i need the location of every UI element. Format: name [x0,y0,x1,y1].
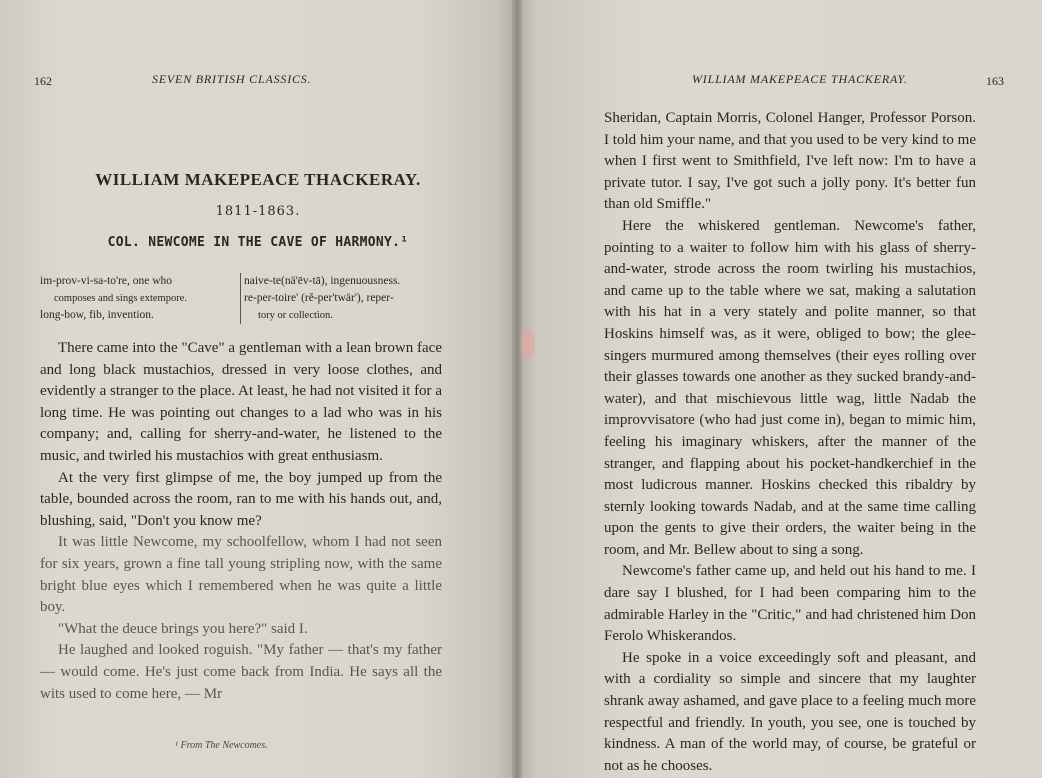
left-page [0,0,516,778]
glossary-entry: naive-te(nä'ēv-tā), ingenuousness. [244,275,401,287]
footnote: ¹ From The Newcomes. [175,740,268,751]
glossary-right [240,273,454,324]
paragraph: At the very first glimpse of me, the boy jumped up from the table, bounded across the room, ran to me with his hands out, and, blushing, said, "Don't you know me? [40,469,442,529]
paragraph: It was little Newcome, my schoolfellow, whom I had not seen for six years, grown a fine tall young stripling now, with the same bright blue eyes which I remembered when he was quite a little boy. [40,534,442,616]
paragraph: Newcome's father came up, and held out his hand to me. I dare say I blushed, for I had been comparing him to the admirable Harley in the "Critic," and had christened him Don Ferolo Whiskerandos. [604,563,976,645]
book-gutter [512,0,522,778]
right-body-text [604,108,976,777]
glossary-entry: long-bow, fib, invention. [40,309,154,321]
paragraph: Sheridan, Captain Morris, Colonel Hanger, Professor Porson. I told him your name, and that you used to be very kind to me when I first went to Smithfield, I've left now: I'm to have a private tutor. I say, I've got such a jolly pony. It's better fun than old Smiffle." [604,110,976,213]
left-running-head: SEVEN BRITISH CLASSICS. [152,72,312,86]
glossary-entry: tory or collection. [258,310,333,321]
right-page-number: 163 [986,74,1004,88]
glossary-left [40,273,230,324]
paragraph: There came into the "Cave" a gentleman with a lean brown face and long black mustachios, dressed in very loose clothes, and evidently a stranger to the place. At least, he had not visited it for a long time. He was pointing out changes to a lad who was in his company; and, calling for sherry-and-water, he listened to the music, and twirled his mustachios with great enthusiasm. [40,340,442,464]
section-title: COL. NEWCOME IN THE CAVE OF HARMONY.¹ [107,235,409,250]
glossary-entry: composes and sings extempore. [54,293,187,304]
author-dates: 1811-1863. [215,204,301,219]
right-running-head: WILLIAM MAKEPEACE THACKERAY. [692,72,908,86]
left-body-text [40,338,442,705]
paragraph: He laughed and looked roguish. "My father — that's my father — would come. He's just come back from India. He says all the wits used to come here, — Mr [40,642,442,702]
paragraph: "What the deuce brings you here?" said I. [58,620,308,637]
paragraph: He spoke in a voice exceedingly soft and pleasant, and with a cordiality so simple and sincere that my laughter shrank away ashamed, and gave place to a feeling much more respectful and friendly. In youth, you see, one is touched by kindness. A man of the world may, of course, be grateful or not as he chooses. [604,649,976,774]
glossary-entry: re-per-toire' (rĕ-per'twär'), reper- [244,292,394,304]
paragraph: Here the whiskered gentleman. Newcome's father, pointing to a waiter to follow him with his glass of sherry-and-water, strode across the room twirling his mustachios, and came up to the table where we sat, making a salutation with his hat in a very stately and polite manner, so that Hoskins himself was, as it were, obliged to bow; the glee-singers murmured among themselves (their eyes rolling over their glasses towards one another as they sucked brandy-and-water), and that mischievous little wag, little Nadab the improvvisatore (who had just come in), began to mimic him, feeling his imaginary whiskers, after the manner of the stranger, and flapping about his pocket-handkerchief in the most ludicrous manner. Hoskins checked this ribaldry by sternly looking towards Nadab, and at the same time calling upon the gents to give their orders, the waiter being in the room, and Mr. Bellew about to sing a song. [604,217,976,558]
author-title: WILLIAM MAKEPEACE THACKERAY. [95,170,421,189]
left-page-number: 162 [34,74,52,88]
glossary-entry: im-prov-vi-sa-to're, one who [40,275,173,287]
paper-stain [521,330,535,358]
